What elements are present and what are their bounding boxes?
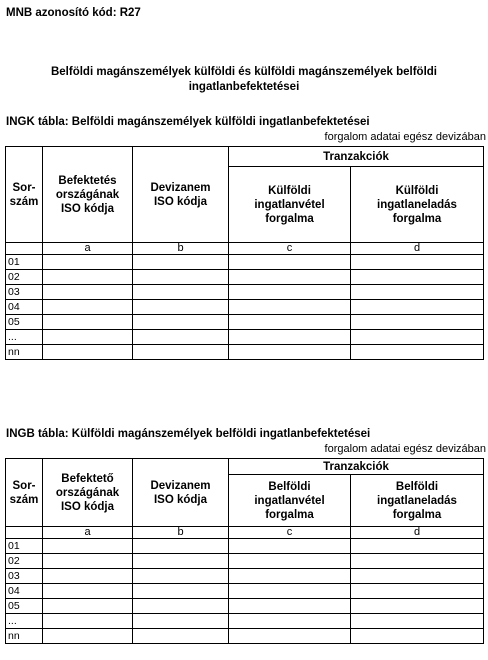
title-line-1: Belföldi magánszemélyek külföldi és külföldi magánszemélyek belföldi bbox=[50, 66, 437, 78]
table-cell[interactable] bbox=[351, 315, 484, 330]
table1-letter: d bbox=[351, 243, 484, 255]
table-cell[interactable] bbox=[133, 270, 229, 285]
table1-letter: c bbox=[229, 243, 351, 255]
table-cell[interactable] bbox=[351, 629, 484, 644]
table1-letter: a bbox=[43, 243, 133, 255]
table-cell[interactable] bbox=[229, 330, 351, 345]
row-number: 04 bbox=[6, 584, 43, 599]
table2-letter: c bbox=[229, 527, 351, 539]
table-cell[interactable] bbox=[133, 330, 229, 345]
row-number: 01 bbox=[6, 539, 43, 554]
table1-header-iso: Befektetés országának ISO kódja bbox=[43, 147, 133, 243]
table-cell[interactable] bbox=[229, 539, 351, 554]
table-cell[interactable] bbox=[229, 300, 351, 315]
table1-header-tranzakciok: Tranzakciók bbox=[229, 147, 484, 167]
table-cell[interactable] bbox=[43, 315, 133, 330]
table-cell[interactable] bbox=[351, 569, 484, 584]
table1-letter: b bbox=[133, 243, 229, 255]
title-line-2: ingatlanbefektetései bbox=[188, 81, 300, 93]
table1-header-devizanem: Devizanem ISO kódja bbox=[133, 147, 229, 243]
table-cell[interactable] bbox=[43, 285, 133, 300]
row-number: 05 bbox=[6, 599, 43, 614]
table-row bbox=[6, 270, 484, 285]
table-cell[interactable] bbox=[133, 569, 229, 584]
table1-header-col-d: Külföldi ingatlaneladás forgalma bbox=[351, 167, 484, 243]
table-row bbox=[6, 569, 484, 584]
table-cell[interactable] bbox=[43, 629, 133, 644]
table-cell[interactable] bbox=[133, 539, 229, 554]
table-cell[interactable] bbox=[43, 584, 133, 599]
table-row bbox=[6, 285, 484, 300]
table-row bbox=[6, 330, 484, 345]
table-cell[interactable] bbox=[229, 629, 351, 644]
table-cell[interactable] bbox=[43, 255, 133, 270]
table-row bbox=[6, 315, 484, 330]
table-cell[interactable] bbox=[229, 614, 351, 629]
table-row bbox=[6, 255, 484, 270]
table-cell[interactable] bbox=[133, 345, 229, 360]
table-cell[interactable] bbox=[351, 330, 484, 345]
table-cell[interactable] bbox=[133, 614, 229, 629]
table-cell[interactable] bbox=[43, 345, 133, 360]
table-cell[interactable] bbox=[229, 569, 351, 584]
table-row bbox=[6, 345, 484, 360]
table2-header-col-c: Belföldi ingatlanvétel forgalma bbox=[229, 475, 351, 527]
mnb-code: MNB azonosító kód: R27 bbox=[6, 7, 141, 19]
table-cell[interactable] bbox=[133, 599, 229, 614]
table2-header-col-d: Belföldi ingatlaneladás forgalma bbox=[351, 475, 484, 527]
table-cell[interactable] bbox=[133, 629, 229, 644]
table-row bbox=[6, 539, 484, 554]
row-number: 02 bbox=[6, 554, 43, 569]
table-row bbox=[6, 614, 484, 629]
row-number: 03 bbox=[6, 285, 43, 300]
row-number: 02 bbox=[6, 270, 43, 285]
table1 bbox=[5, 146, 484, 360]
row-number: ... bbox=[6, 330, 43, 345]
table2-header-tranzakciok: Tranzakciók bbox=[229, 459, 484, 475]
table-cell[interactable] bbox=[133, 255, 229, 270]
table-cell[interactable] bbox=[229, 255, 351, 270]
table2-letter-row bbox=[6, 527, 484, 539]
table-cell[interactable] bbox=[351, 270, 484, 285]
table2-letter: b bbox=[133, 527, 229, 539]
table2-header-sorszam: Sor- szám bbox=[6, 459, 43, 527]
table-cell[interactable] bbox=[133, 584, 229, 599]
table2-header-iso: Befektető országának ISO kódja bbox=[43, 459, 133, 527]
table-row bbox=[6, 629, 484, 644]
row-number: 05 bbox=[6, 315, 43, 330]
table1-unit: forgalom adatai egész devizában bbox=[324, 131, 486, 143]
table-cell[interactable] bbox=[351, 300, 484, 315]
table-cell[interactable] bbox=[43, 539, 133, 554]
table-cell[interactable] bbox=[229, 270, 351, 285]
table-row bbox=[6, 599, 484, 614]
row-number: 01 bbox=[6, 255, 43, 270]
table-cell[interactable] bbox=[229, 584, 351, 599]
table-cell[interactable] bbox=[43, 569, 133, 584]
table1-header-col-c: Külföldi ingatlanvétel forgalma bbox=[229, 167, 351, 243]
table2-letter: d bbox=[351, 527, 484, 539]
table-cell[interactable] bbox=[43, 614, 133, 629]
table2 bbox=[5, 458, 484, 644]
table-cell[interactable] bbox=[351, 599, 484, 614]
table-cell[interactable] bbox=[133, 315, 229, 330]
table-cell[interactable] bbox=[43, 330, 133, 345]
table2-header-devizanem: Devizanem ISO kódja bbox=[133, 459, 229, 527]
row-number: nn bbox=[6, 345, 43, 360]
table-cell[interactable] bbox=[351, 345, 484, 360]
table-cell[interactable] bbox=[133, 554, 229, 569]
table-cell[interactable] bbox=[43, 599, 133, 614]
table-row bbox=[6, 584, 484, 599]
row-number: 04 bbox=[6, 300, 43, 315]
table2-letter: a bbox=[43, 527, 133, 539]
table-cell[interactable] bbox=[229, 285, 351, 300]
table-cell[interactable] bbox=[133, 285, 229, 300]
table-cell[interactable] bbox=[351, 614, 484, 629]
table1-letter-row bbox=[6, 243, 484, 255]
table-cell[interactable] bbox=[351, 554, 484, 569]
table2-unit: forgalom adatai egész devizában bbox=[324, 443, 486, 455]
table-cell[interactable] bbox=[43, 554, 133, 569]
table-cell[interactable] bbox=[229, 554, 351, 569]
row-number: nn bbox=[6, 629, 43, 644]
table-cell[interactable] bbox=[133, 300, 229, 315]
table-cell[interactable] bbox=[351, 255, 484, 270]
table1-caption: INGK tábla: Belföldi magánszemélyek külföldi ingatlanbefektetései bbox=[6, 116, 370, 128]
row-number: 03 bbox=[6, 569, 43, 584]
table2-caption: INGB tábla: Külföldi magánszemélyek belföldi ingatlanbefektetései bbox=[6, 428, 371, 440]
table-cell[interactable] bbox=[229, 599, 351, 614]
row-number: ... bbox=[6, 614, 43, 629]
table-cell[interactable] bbox=[351, 285, 484, 300]
table-cell[interactable] bbox=[43, 300, 133, 315]
table-cell[interactable] bbox=[229, 315, 351, 330]
table-cell[interactable] bbox=[351, 584, 484, 599]
table-cell[interactable] bbox=[43, 270, 133, 285]
table1-header-sorszam: Sor- szám bbox=[6, 147, 43, 243]
table-row bbox=[6, 554, 484, 569]
document-title bbox=[0, 65, 488, 95]
table-row bbox=[6, 300, 484, 315]
table-cell[interactable] bbox=[351, 539, 484, 554]
table-cell[interactable] bbox=[229, 345, 351, 360]
